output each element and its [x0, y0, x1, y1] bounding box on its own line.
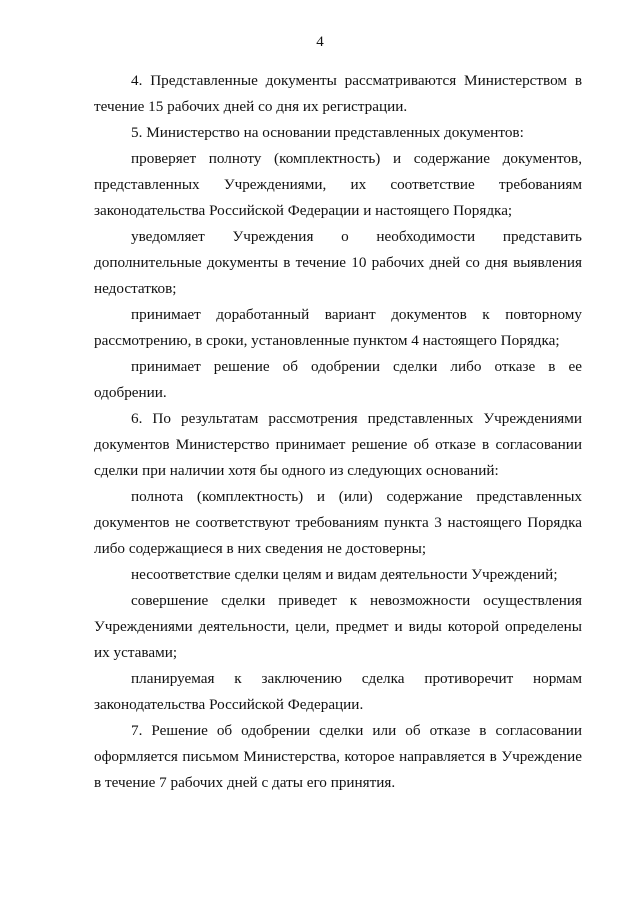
paragraph-4: 4. Представленные документы рассматриваются Министерством в течение 15 рабочих дней со дня их регистрации.	[94, 72, 582, 115]
paragraph-5-item-decision: принимает решение об одобрении сделки либо отказе в ее одобрении.	[94, 358, 582, 401]
paragraph-5-item-accept: принимает доработанный вариант документов к повторному рассмотрению, в сроки, установленные пунктом 4 настоящего Порядка;	[94, 306, 582, 349]
page-number: 4	[316, 34, 324, 50]
document-body	[94, 68, 582, 796]
paragraph-6-ground-mismatch: несоответствие сделки целям и видам деятельности Учреждений;	[131, 566, 558, 583]
paragraph-6-ground-impossibility: совершение сделки приведет к невозможности осуществления Учреждениями деятельности, цели, предмет и виды которой определены их уставами;	[94, 592, 582, 661]
paragraph-5-item-notify: уведомляет Учреждения о необходимости представить дополнительные документы в течение 10 рабочих дней со дня выявления недостатков;	[94, 228, 582, 297]
paragraph-5: 5. Министерство на основании представленных документов:	[131, 124, 524, 141]
paragraph-5-item-check: проверяет полноту (комплектность) и содержание документов, представленных Учреждениями, их соответствие требованиям законодательства Российской Федерации и настоящего Порядка;	[94, 150, 582, 219]
paragraph-6: 6. По результатам рассмотрения представленных Учреждениями документов Министерство принимает решение об отказе в согласовании сделки при наличии хотя бы одного из следующих оснований:	[94, 410, 582, 479]
paragraph-7: 7. Решение об одобрении сделки или об отказе в согласовании оформляется письмом Министерства, которое направляется в Учреждение в течение 7 рабочих дней с даты его принятия.	[94, 722, 582, 791]
paragraph-6-ground-contradiction: планируемая к заключению сделка противоречит нормам законодательства Российской Федерации.	[94, 670, 582, 713]
paragraph-6-ground-completeness: полнота (комплектность) и (или) содержание представленных документов не соответствуют требованиям пункта 3 настоящего Порядка либо содержащиеся в них сведения не достоверны;	[94, 488, 582, 557]
